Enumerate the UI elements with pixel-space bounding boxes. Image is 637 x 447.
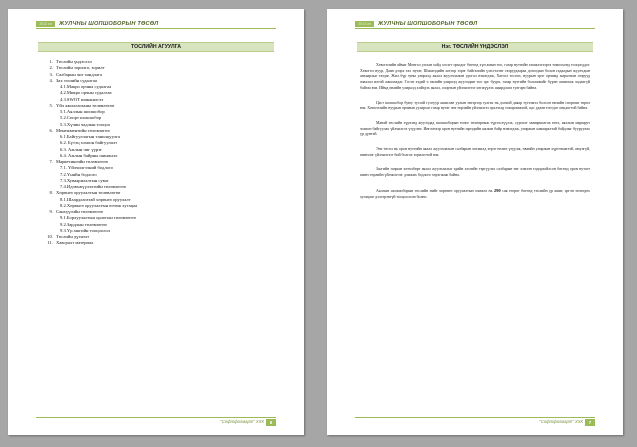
- toc-item-number: 7.: [49, 159, 53, 164]
- toc-item-number: 6.: [49, 127, 53, 133]
- paragraph: Хөвсгөлийн аймаг Монгол улсын хойд хэсэгт оршдог бөгөөд хүн амын тоо, газар нутгийн хэмжээгээрээ томоохонд тооцогддог. Хөвсгөл нуур, Даян дээрх тал нутаг, Шишгэдийн хотгор зэрэг байгалийн үзэсгэлэнт газруудаараа дотоодын болон гадаадын жуулчдын анхаарлыг татдаг. Жил бүр зуны улиралд аялал жуулчлалын урсгал нэмэгдэж, Хатгал тосгон, нуурын эрэг орчимд амралтын газрууд ачаалал ихтэй ажилладаг. Гэсэн хэдий ч өвлийн улиралд жуулчдын тоо эрс буурч, газар нутгийн боломжийг бүрэн ашиглаж чадахгүй байгаа юм. Иймд өвлийн улиралд хийгдэх аялал, спортын үйлчилгээг хөгжүүлэх шаардлага тулгарч байна.: [360, 63, 590, 90]
- paragraph: Аяллын шопшоборын төслийн нийт хөрөнгө оруулалтын хэмжээ нь 290 сая төгрөг бөгөөд төслийн үр ашиг, эргэн төлөгдөх хугацааг дэлгэрэнгүй тооцоолсон болно.: [360, 187, 590, 199]
- toc-item-label: Маркетингийн төлөвлөгөө: [56, 159, 108, 164]
- toc-item-label: 7.4.Идэвхжүүлэлтийн төлөвлөгөө: [60, 184, 126, 189]
- body-text: [360, 63, 590, 209]
- paragraph: Манай төслийн хүрээнд жуулчдад шопшоборын тоног төхөөрөмж түрээслүүлэх, сургалт зааварчилгаа өгөх, аяллын маршрут зохион байгуулах үйлчилгээ үзүүлнэ. Ингэснээр орон нутгийн иргэдийн ажлын байр нэмэгдэж, улирлын хамааралтай байдлыг бууруулах үр дүнтэй.: [360, 120, 590, 137]
- section-title: ТОСЛИЙН АГУУЛГА: [38, 42, 274, 52]
- header-divider: [36, 28, 276, 29]
- toc-item-label: 9.2.Зардлын төлөвлөгөө: [60, 221, 107, 227]
- toc-item-label: Хөрөнгө оруулалтын төлөвлөгөө: [56, 190, 121, 196]
- toc-item-label: 6.4. Ажлын байрны шинжлэл: [60, 152, 118, 158]
- toc-item-label: Зах зээлийн судалгаа: [56, 77, 97, 83]
- toc-item-number: 11.: [47, 240, 53, 246]
- toc-item-label: 6.3. Ажлын чиг үүрэг: [60, 146, 103, 152]
- page-right: [327, 9, 623, 435]
- paragraph: Энэ төсөл нь орон нутгийн аялал жуулчлалын салбарын хөгжилд эерэг нөлөө үзүүлж, өвлийн улирлын хүртээмжтэй, аюулгүй, шинэлэг үйлчилгээг бий болгох зорилготой юм.: [360, 147, 590, 157]
- toc-item-label: Менежментийн төлөвлөгөө: [56, 127, 110, 133]
- toc-item-number: 3.: [49, 71, 53, 77]
- toc-item-label: 7.3.Хуваарилалтын суваг: [60, 177, 109, 183]
- footer-divider: [355, 417, 595, 418]
- toc-item-number: 5.: [49, 102, 53, 108]
- toc-item-label: 4.3.SWOT шинжилгээ: [60, 96, 104, 102]
- toc-item-label: 4.1.Макро орчны судалгаа: [60, 84, 112, 89]
- paragraph: Засгийн газрын хөтөлбөрт аялал жуулчлалыг эдийн засгийн тэргүүлэх салбарын нэг хэмээн тодорхойлсон бөгөөд орон нутагт шинэ төрлийн үйлчилгээг дэмжих бодлого хэрэгжиж байна.: [360, 167, 590, 178]
- footer-company: "Софтфолмарт" ХХК: [220, 419, 264, 424]
- toc-item-label: 8.2.Хөрөнгө оруулалтын өгөөж хугацаа: [60, 202, 138, 208]
- footer-divider: [36, 417, 276, 418]
- toc-item-label: Төслийн зорилго, зорилт: [56, 65, 105, 71]
- toc-item[interactable]: [42, 240, 272, 246]
- highlight-number: 290: [493, 187, 501, 193]
- header-title: ЖУЛЧНЫ ШОПШОБОРЫН ТӨСӨЛ: [378, 20, 478, 27]
- paragraph: Цаст шопшобор буюу тусгай гулгуур ашиглан уулын энгэрээр гулгах нь дэлхий даяар түгээмэл болсон өвлийн спортын төрөл юм. Хөвсгөлийн нуурын орчмын уулархаг газар нутаг энэ төрлийн үйлчилгээ эрхлэхэд тохиромжтой, цас удаан тогтдог онцлогтой байна.: [360, 100, 590, 111]
- toc-item-number: 4.: [49, 77, 53, 83]
- toc-item-label: 6.2. Бүтэц зохион байгуулалт: [60, 140, 118, 146]
- footer-company: "Софтфолмарт" ХХК: [539, 419, 583, 424]
- toc-item-number: 10.: [47, 234, 53, 239]
- toc-item-label: 7.2.Үнийн бодлого: [60, 171, 97, 177]
- header-divider: [355, 28, 595, 29]
- toc-item-label: 9.1.Борлуулалтын орлогын төлөвлөгөө: [60, 215, 136, 221]
- toc-item-label: 9.3.Үр ашгийн тооцоолол: [60, 227, 110, 233]
- toc-item-label: 5.3.Хүчин чадлын тооцоо: [60, 121, 111, 127]
- toc-item-label: Хавсралт материал: [56, 240, 94, 246]
- toc-item-label: 5.1.Аяллын шопшобор: [60, 109, 105, 114]
- toc-item-label: Үйл ажиллагааны төлөвлөгөө: [56, 102, 115, 108]
- toc-item-label: Санхүүгийн төлөвлөгөө: [56, 209, 103, 214]
- toc-item-number: 2.: [49, 65, 53, 71]
- toc-item-label: 7.1. Үйлчилгээний бодлого: [60, 165, 114, 171]
- header-title: ЖУЛЧНЫ ШОПШОБОРЫН ТӨСӨЛ: [59, 20, 159, 27]
- toc-item-label: Салбарын чиг хандлага: [56, 71, 102, 77]
- header-year-tag: 2013 он: [36, 21, 55, 27]
- toc-item-number: 1.: [49, 59, 53, 64]
- page-number: 6: [266, 419, 276, 426]
- toc-item-number: 8.: [49, 190, 53, 196]
- toc-item-label: 6.1.Байгууллагын танилцуулга: [60, 134, 120, 139]
- toc-item-number: 9.: [49, 209, 53, 214]
- table-of-contents: [42, 59, 272, 247]
- section-title: Нэг. ТӨСЛИЙН ҮНДЭСЛЭЛ: [357, 42, 593, 52]
- toc-item-label: 5.2.Спорт шопшобор: [60, 115, 102, 121]
- toc-item-label: 8.1.Шаардлагатай хөрөнгө оруулалт: [60, 196, 131, 202]
- toc-item-label: Төслийн дүгнэлт: [56, 234, 90, 239]
- toc-item-label: Төслийн үндэслэл: [56, 59, 92, 64]
- header-year-tag: 2013 он: [355, 21, 374, 27]
- page-number: 7: [585, 419, 595, 426]
- toc-item-label: 4.2.Микро орчны судалгаа: [60, 90, 112, 96]
- page-left: [8, 9, 304, 435]
